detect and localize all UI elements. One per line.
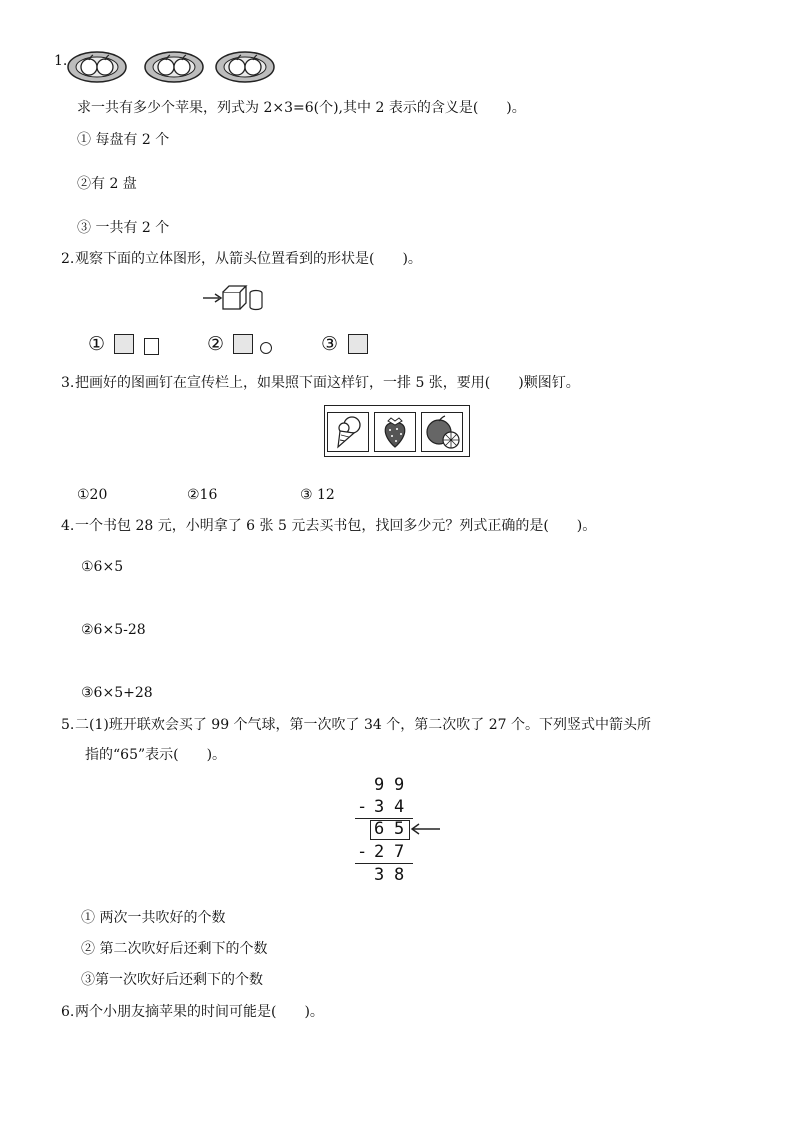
q5-option-2[interactable]: ② 第二次吹好后还剩下的个数 [81,941,268,957]
q4-option-1[interactable]: ①6×5 [81,559,124,575]
q5-option-3[interactable]: ③第一次吹好后还剩下的个数 [81,972,263,988]
q4-option-3[interactable]: ③6×5+28 [81,685,153,701]
square-shape-icon [233,334,253,354]
apple-plate-icon [68,52,126,82]
circle-shape-icon [260,342,272,354]
q4-number: 4. [61,518,75,534]
apple-plates-figure [66,49,286,85]
q5-number: 5. [61,717,75,733]
cube-and-cylinder-icon [203,284,269,312]
q1-option-2[interactable]: ②有 2 盘 [77,176,137,192]
q1-option-1[interactable]: ① 每盘有 2 个 [77,132,170,148]
q3-number: 3. [61,375,75,391]
square-shape-icon [348,334,368,354]
q3-option-2[interactable]: ②16 [187,487,218,503]
q2-option-3-label[interactable]: ③ [321,333,339,355]
q6-number: 6. [61,1004,75,1020]
q4-stem: 一个书包 28 元，小明拿了 6 张 5 元去买书包，找回多少元？列式正确的是( )。 [75,518,597,534]
apple-orange-icon [422,413,462,451]
q3-option-3[interactable]: ③ 12 [300,487,335,503]
strawberry-icon [375,413,415,451]
q2-stem: 观察下面的立体图形，从箭头位置看到的形状是( )。 [75,251,422,267]
q2-option-1-label[interactable]: ① [88,333,106,355]
highlighted-65-tens: 6 [374,819,385,839]
apple-plate-icon [145,52,203,82]
picture-panel [374,412,416,452]
picture-panel [421,412,463,452]
q1-number: 1. [54,53,68,69]
q3-option-1[interactable]: ①20 [77,487,108,503]
q2-option-2-label[interactable]: ② [207,333,225,355]
q5-stem-line1: 二(1)班开联欢会买了 99 个气球，第一次吹了 34 个，第二次吹了 27 个。下列竖式中箭头所 [75,717,651,733]
picture-panel [327,412,369,452]
q5-option-1[interactable]: ① 两次一共吹好的个数 [81,910,226,926]
square-shape-icon [114,334,134,354]
vertical-calculation: 9 9 - 3 4 6 5 - 2 7 3 8 [350,774,450,886]
q3-stem: 把画好的图画钉在宣传栏上，如果照下面这样钉，一排 5 张，要用( )颗图钉。 [75,375,580,391]
q1-option-3[interactable]: ③ 一共有 2 个 [77,220,170,236]
q6-stem: 两个小朋友摘苹果的时间可能是( )。 [75,1004,324,1020]
q5-stem-line2: 指的“65”表示( )。 [85,747,227,763]
rectangle-shape-icon [144,338,159,355]
picture-strip [324,405,470,457]
apple-plate-icon [216,52,274,82]
q1-stem: 求一共有多少个苹果，列式为 2×3=6(个),其中 2 表示的含义是( )。 [77,100,526,116]
q2-number: 2. [61,251,75,267]
highlighted-65-ones: 5 [394,819,405,839]
arrow-left-icon [410,822,442,836]
q4-option-2[interactable]: ②6×5-28 [81,622,146,638]
ice-cream-icon [328,413,368,451]
